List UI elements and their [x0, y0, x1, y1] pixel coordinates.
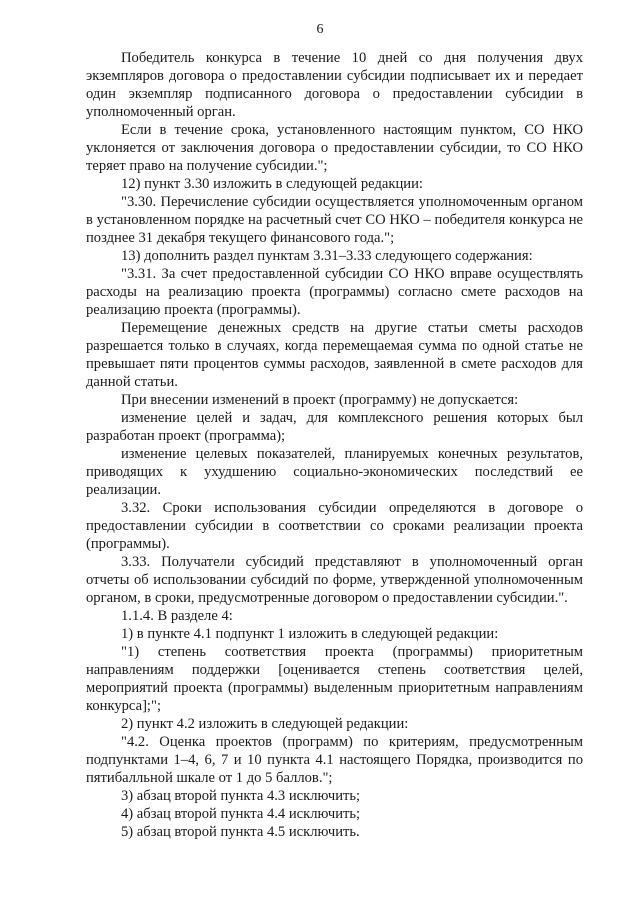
paragraph: Победитель конкурса в течение 10 дней со дня получения двух экземпляров договора о предоставлении субсидии подписывает их и передает один экземпляр подписанного договора о предоставлении субсидии в уполномоченный орган.: [86, 50, 583, 120]
document-body: [86, 49, 583, 841]
paragraph: 3.33. Получатели субсидий представляют в уполномоченный орган отчеты об использовании субсидий по форме, утвержденной уполномоченным органом, в сроки, предусмотренные договором о предоставлении субсидии.".: [86, 554, 583, 606]
paragraph: 4) абзац второй пункта 4.4 исключить;: [121, 806, 361, 822]
paragraph: 13) дополнить раздел пунктам 3.31–3.33 следующего содержания:: [121, 248, 533, 264]
paragraph: Если в течение срока, установленного настоящим пунктом, СО НКО уклоняется от заключения договора о предоставлении субсидии, то СО НКО теряет право на получение субсидии.";: [86, 122, 583, 174]
paragraph: При внесении изменений в проект (программу) не допускается:: [121, 392, 519, 408]
paragraph: изменение целей и задач, для комплексного решения которых был разработан проект (программа);: [86, 410, 583, 444]
paragraph: изменение целевых показателей, планируемых конечных результатов, приводящих к ухудшению социально-экономических последствий ее реализации.: [86, 446, 583, 498]
paragraph: "3.31. За счет предоставленной субсидии СО НКО вправе осуществлять расходы на реализацию проекта (программы) согласно смете расходов на реализацию проекта (программы).: [86, 266, 583, 318]
paragraph: "4.2. Оценка проектов (программ) по критериям, предусмотренным подпунктами 1–4, 6, 7 и 10 пункта 4.1 настоящего Порядка, производится по пятибалльной шкале от 1 до 5 баллов.";: [86, 734, 583, 786]
paragraph: Перемещение денежных средств на другие статьи сметы расходов разрешается только в случаях, когда перемещаемая сумма по одной статье не превышает пяти процентов суммы расходов, заявленной в смете расходов для данной статьи.: [86, 320, 583, 390]
paragraph: 3.32. Сроки использования субсидии определяются в договоре о предоставлении субсидии в соответствии со сроками реализации проекта (программы).: [86, 500, 583, 552]
paragraph: 2) пункт 4.2 изложить в следующей редакции:: [121, 716, 409, 732]
paragraph: 1.1.4. В разделе 4:: [121, 608, 233, 624]
paragraph: 5) абзац второй пункта 4.5 исключить.: [121, 824, 360, 840]
paragraph: 12) пункт 3.30 изложить в следующей редакции:: [121, 176, 423, 192]
paragraph: 1) в пункте 4.1 подпункт 1 изложить в следующей редакции:: [121, 626, 499, 642]
paragraph: "1) степень соответствия проекта (программы) приоритетным направлениям поддержки [оценивается степень соответствия целей, мероприятий проекта (программы) выделенным приоритетным направлениям конкурса];";: [86, 644, 583, 714]
page-number: 6: [316, 22, 324, 37]
paragraph: 3) абзац второй пункта 4.3 исключить;: [121, 788, 361, 804]
paragraph: "3.30. Перечисление субсидии осуществляется уполномоченным органом в установленном порядке на расчетный счет СО НКО – победителя конкурса не позднее 31 декабря текущего финансового года.";: [86, 194, 583, 246]
